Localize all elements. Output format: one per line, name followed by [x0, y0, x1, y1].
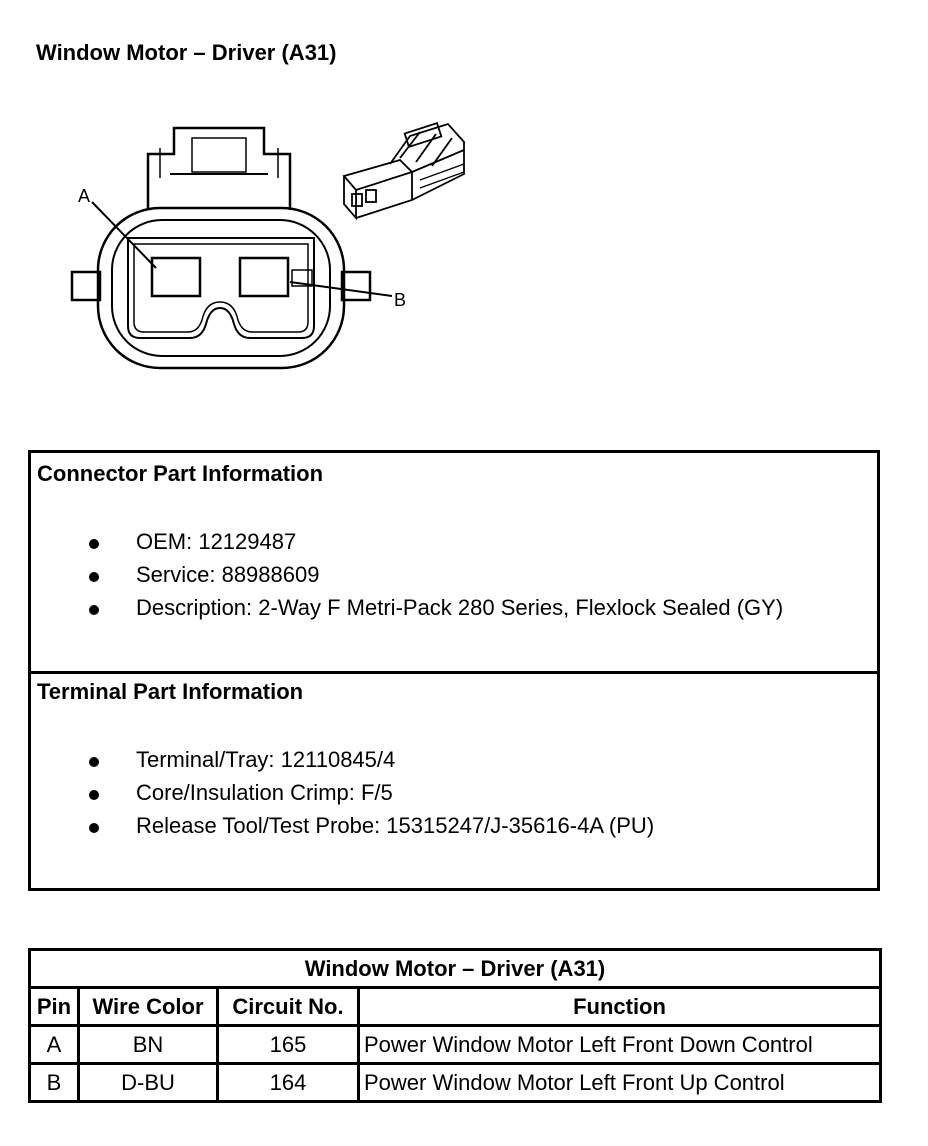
- bullet-icon: [89, 605, 99, 615]
- terminal-part-section: [31, 671, 877, 888]
- cell-wire-color: BN: [79, 1026, 218, 1064]
- cell-pin: A: [30, 1026, 79, 1064]
- terminal-part-heading: Terminal Part Information: [37, 679, 304, 704]
- cell-circuit-no: 164: [218, 1064, 359, 1102]
- table-caption: Window Motor – Driver (A31): [30, 950, 881, 988]
- list-item: Description: 2-Way F Metri-Pack 280 Series, Flexlock Sealed (GY): [31, 595, 783, 628]
- part-info-box: [28, 450, 880, 891]
- bullet-icon: [89, 823, 99, 833]
- label-a: A: [78, 186, 91, 206]
- connector-diagram: [60, 120, 480, 380]
- table-row: [30, 1064, 881, 1102]
- terminal-part-list: [31, 747, 654, 846]
- col-header-wire-color: Wire Color: [79, 988, 218, 1026]
- cell-pin: B: [30, 1064, 79, 1102]
- col-header-pin: Pin: [30, 988, 79, 1026]
- connector-part-heading: Connector Part Information: [37, 461, 324, 486]
- cell-wire-color: D-BU: [79, 1064, 218, 1102]
- cell-function: Power Window Motor Left Front Up Control: [359, 1064, 881, 1102]
- cell-circuit-no: 165: [218, 1026, 359, 1064]
- label-b: B: [394, 290, 407, 310]
- list-item: Terminal/Tray: 12110845/4: [31, 747, 654, 780]
- list-item: Release Tool/Test Probe: 15315247/J-35616-4A (PU): [31, 813, 654, 846]
- connector-part-list: [31, 529, 783, 628]
- cell-function: Power Window Motor Left Front Down Control: [359, 1026, 881, 1064]
- table-header-row: [30, 988, 881, 1026]
- bullet-icon: [89, 757, 99, 767]
- list-item: OEM: 12129487: [31, 529, 783, 562]
- col-header-function: Function: [359, 988, 881, 1026]
- pin-table: [28, 948, 882, 1103]
- list-item: Core/Insulation Crimp: F/5: [31, 780, 654, 813]
- connector-part-section: [31, 453, 877, 674]
- col-header-circuit-no: Circuit No.: [218, 988, 359, 1026]
- page-title: Window Motor – Driver (A31): [36, 40, 337, 65]
- list-item: Service: 88988609: [31, 562, 783, 595]
- bullet-icon: [89, 790, 99, 800]
- table-row: [30, 1026, 881, 1064]
- bullet-icon: [89, 539, 99, 549]
- table-caption-row: [30, 950, 881, 988]
- bullet-icon: [89, 572, 99, 582]
